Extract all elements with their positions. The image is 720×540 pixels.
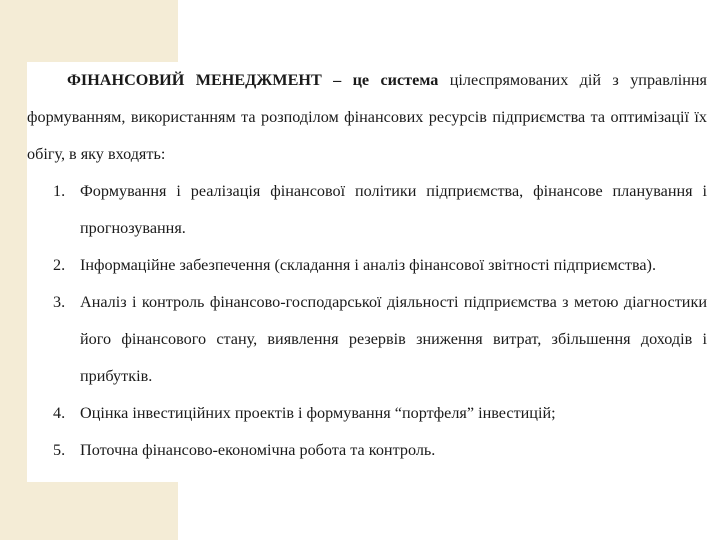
list-item [27, 247, 711, 284]
list-item-text: Оцінка інвестиційних проектів і формування “портфеля” інвестицій; [80, 404, 556, 422]
list-item-text: Аналіз і контроль фінансово-господарської діяльності підприємства з метою діагностики його фінансового стану, виявлення резервів зниження витрат, збільшення доходів і прибутків. [80, 293, 707, 385]
definition-paragraph [27, 62, 711, 173]
list-item-text: Інформаційне забезпечення (складання і аналіз фінансової звітності підприємства). [80, 256, 656, 274]
list-item-number: 2. [53, 256, 66, 274]
list-item-number: 1. [53, 182, 66, 200]
list-item-number: 4. [53, 404, 66, 422]
list-item-text: Поточна фінансово-економічна робота та контроль. [80, 441, 436, 459]
list-item [27, 395, 711, 432]
list-item [27, 432, 711, 469]
document-excerpt [27, 62, 711, 482]
list-item-number: 3. [53, 293, 66, 311]
list-item [27, 173, 711, 247]
components-list [27, 173, 711, 469]
definition-text: цілеспрямованих дій з управління формуванням, використанням та розподілом фінансових ресурсів підприємства та оптимізації їх обігу, в яку входять: [27, 71, 708, 163]
list-item-text: Формування і реалізація фінансової політики підприємства, фінансове планування і прогнозування. [80, 182, 707, 237]
definition-term: ФІНАНСОВИЙ МЕНЕДЖМЕНТ – це система [67, 71, 439, 89]
list-item-number: 5. [53, 441, 66, 459]
list-item [27, 284, 711, 395]
